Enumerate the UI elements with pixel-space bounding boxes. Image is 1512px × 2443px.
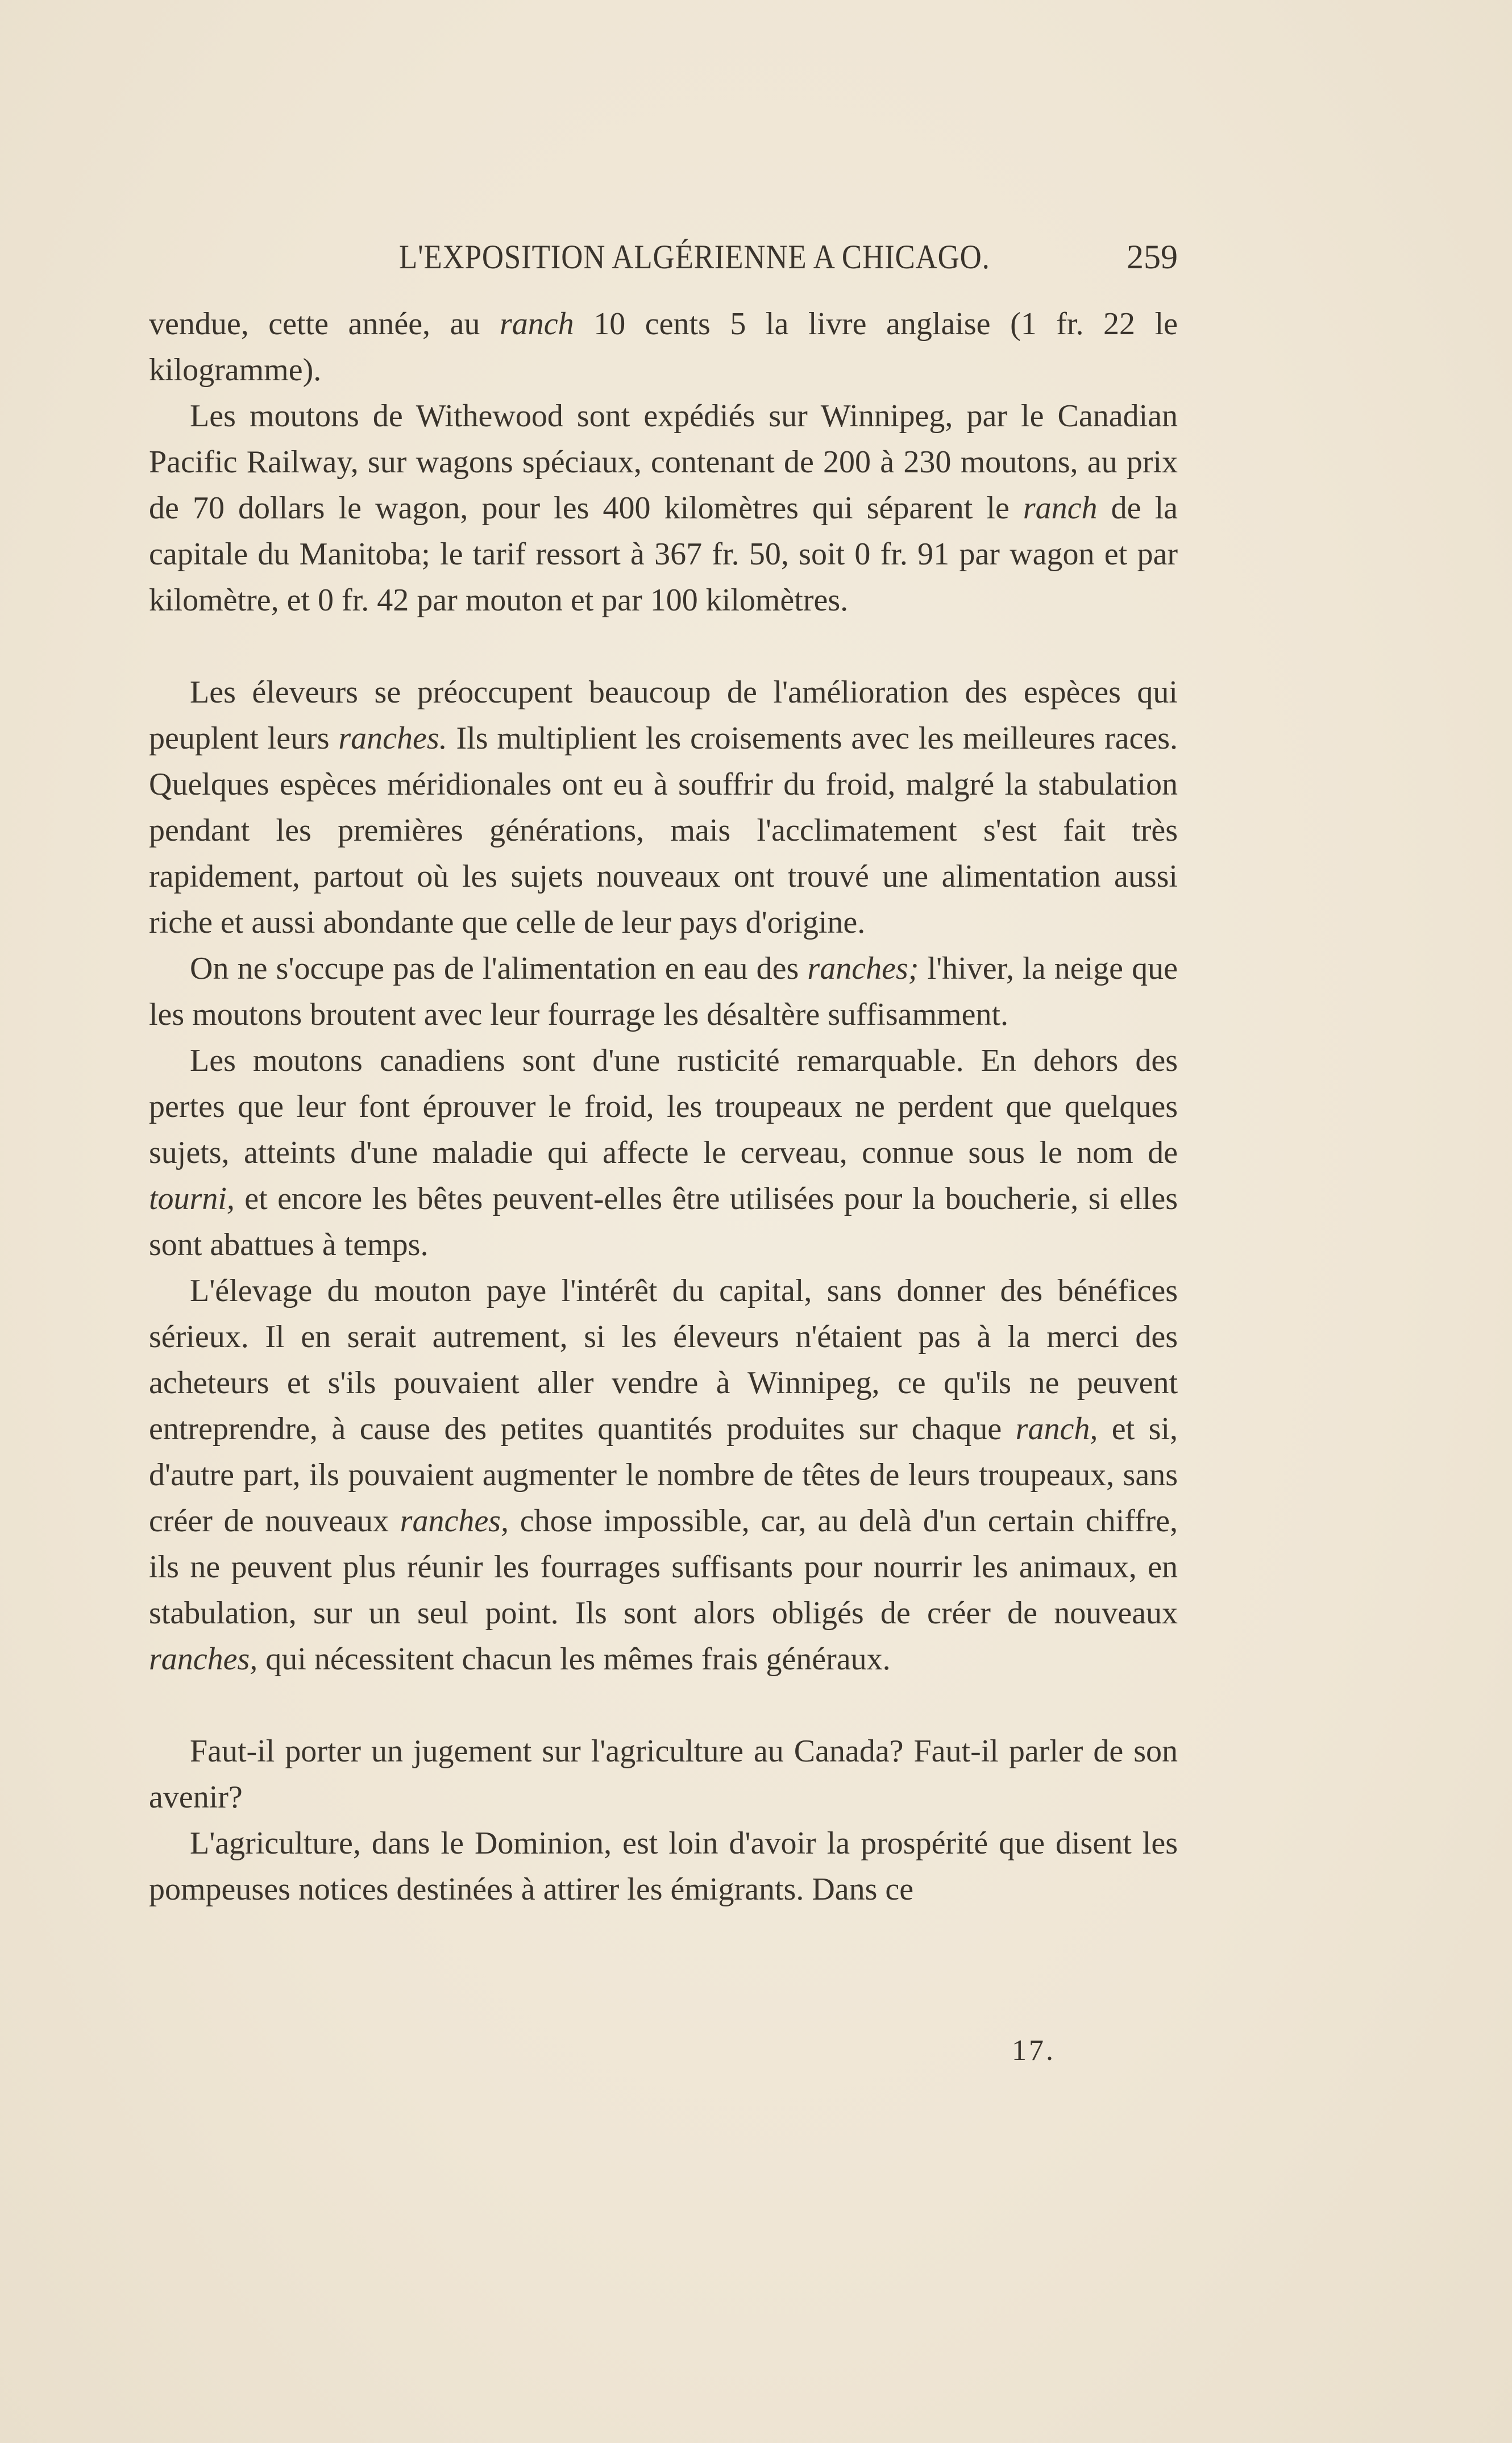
paragraph: On ne s'occupe pas de l'alimentation en eau des ranches; l'hiver, la neige que les moutons broutent avec leur fourrage les désaltère suffisamment. bbox=[149, 951, 1178, 1032]
running-head bbox=[149, 238, 1178, 283]
paragraph: Les éleveurs se préoccupent beaucoup de l'amélioration des espèces qui peuplent leurs ranches. Ils multiplient les croisements avec les meilleures races. Quelques espèces méridionales ont eu à souffrir du froid, malgré la stabulation pendant les premières générations, mais l'acclimatement s'est fait très rapidement, partout où les sujets nouveaux ont trouvé une alimentation aussi riche et aussi abondante que celle de leur pays d'origine. bbox=[149, 675, 1178, 940]
italic-term: ranches; bbox=[807, 951, 919, 986]
italic-term: ranches, bbox=[400, 1503, 509, 1539]
italic-term: ranches, bbox=[149, 1642, 258, 1677]
italic-term: ranch bbox=[1023, 491, 1098, 526]
italic-term: ranch bbox=[500, 306, 574, 342]
italic-term: tourni, bbox=[149, 1181, 235, 1216]
body-text bbox=[149, 301, 1178, 1913]
paragraph: Faut-il porter un jugement sur l'agriculture au Canada? Faut-il parler de son avenir? bbox=[149, 1734, 1178, 1815]
paragraph: L'élevage du mouton paye l'intérêt du capital, sans donner des bénéfices sérieux. Il en serait autrement, si les éleveurs n'étaient pas à la merci des acheteurs et s'ils pouvaient aller vendre à Winnipeg, ce qu'ils ne peuvent entreprendre, à cause des petites quantités produites sur chaque ranch, et si, d'autre part, ils pouvaient augmenter le nombre de têtes de leurs troupeaux, sans créer de nouveaux ranches, chose impossible, car, au delà d'un certain chiffre, ils ne peuvent plus réunir les fourrages suffisants pour nourrir les animaux, en stabulation, sur un seul point. Ils sont alors obligés de créer de nouveaux ranches, qui nécessitent chacun les mêmes frais généraux. bbox=[149, 1273, 1178, 1677]
paragraph: Les moutons de Withewood sont expédiés sur Winnipeg, par le Canadian Pacific Railway, sur wagons spéciaux, contenant de 200 à 230 moutons, au prix de 70 dollars le wagon, pour les 400 kilomètres qui séparent le ranch de la capitale du Manitoba; le tarif ressort à 367 fr. 50, soit 0 fr. 91 par wagon et par kilomètre, et 0 fr. 42 par mouton et par 100 kilomètres. bbox=[149, 398, 1178, 618]
italic-term: ranch, bbox=[1015, 1411, 1098, 1447]
italic-term: ranches. bbox=[338, 721, 447, 756]
page-number: 259 bbox=[1127, 238, 1178, 276]
paragraph: L'agriculture, dans le Dominion, est loin d'avoir la prospérité que disent les pompeuses notices destinées à attirer les émigrants. Dans ce bbox=[149, 1826, 1178, 1907]
running-title: L'EXPOSITION ALGÉRIENNE A CHICAGO. bbox=[399, 238, 990, 276]
signature-mark: 17. bbox=[1012, 2034, 1056, 2067]
paragraph: Les moutons canadiens sont d'une rusticité remarquable. En dehors des pertes que leur font éprouver le froid, les troupeaux ne perdent que quelques sujets, atteints d'une maladie qui affecte le cerveau, connue sous le nom de tourni, et encore les bêtes peuvent-elles être utilisées pour la boucherie, si elles sont abattues à temps. bbox=[149, 1043, 1178, 1262]
paragraph: vendue, cette année, au ranch 10 cents 5 la livre anglaise (1 fr. 22 le kilogramme). bbox=[149, 306, 1178, 388]
